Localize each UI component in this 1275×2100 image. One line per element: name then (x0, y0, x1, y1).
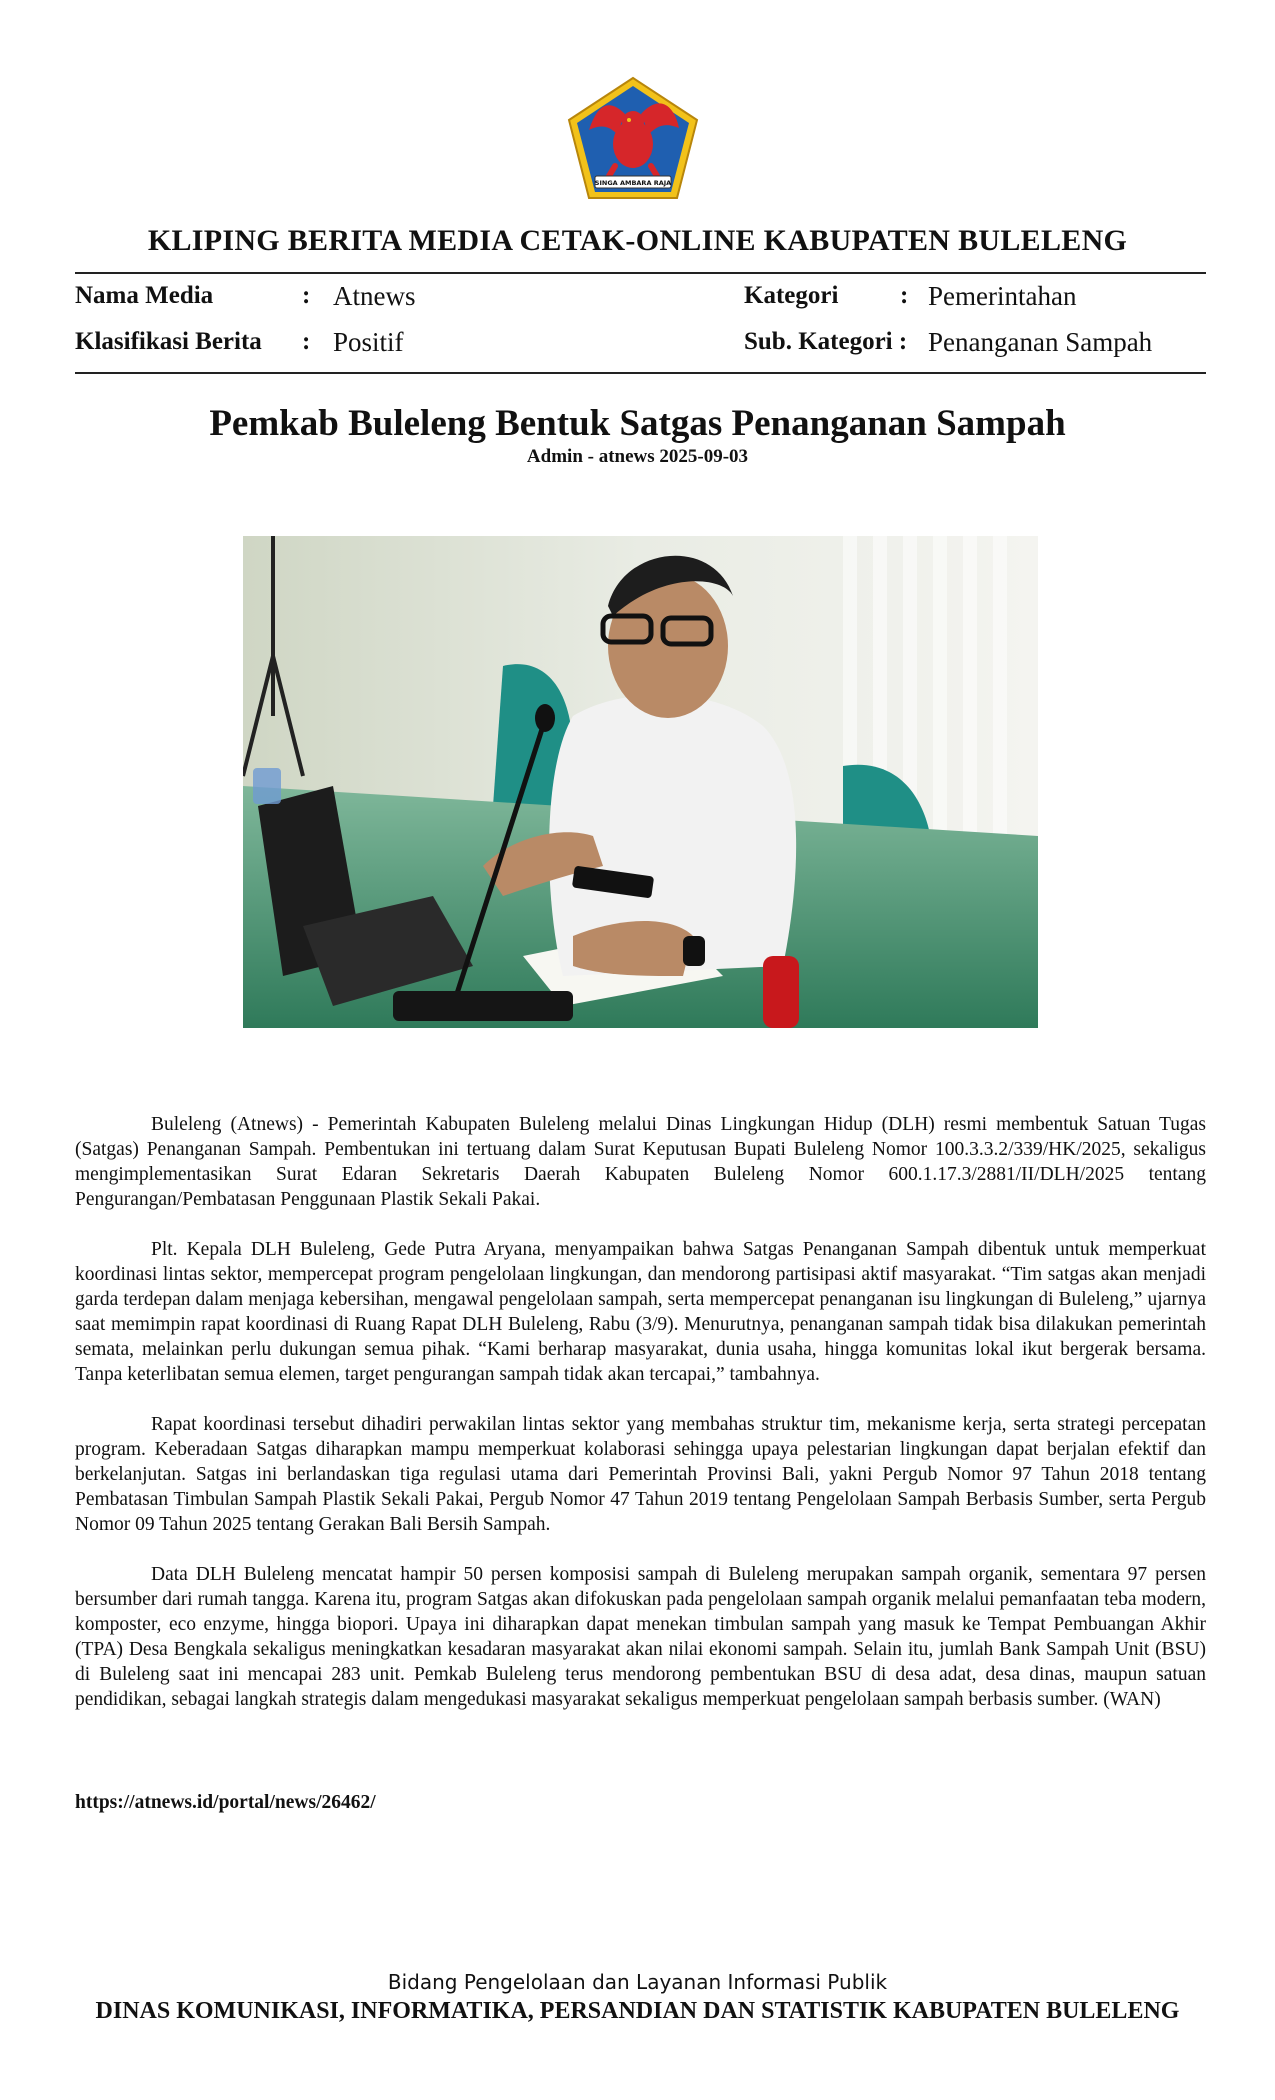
klasifikasi-label: Klasifikasi Berita (75, 328, 262, 355)
article-paragraph-2: Plt. Kepala DLH Buleleng, Gede Putra Aryana, menyampaikan bahwa Satgas Penanganan Sampah dibentuk untuk memperkuat koordinasi lintas sektor, mempercepat program pengelolaan lingkungan, dan mendorong partisipasi aktif masyarakat. “Tim satgas akan menjadi garda terdepan dalam menjaga kebersihan, mengawal pengelolaan sampah, serta mempercepat penanganan isu lingkungan di Buleleng,” ujarnya saat memimpin rapat koordinasi di Ruang Rapat DLH Buleleng, Rabu (3/9). Menurutnya, penanganan sampah tidak bisa dilakukan pemerintah semata, melainkan perlu dukungan semua pihak. “Kami berharap masyarakat, dunia usaha, hingga komunitas lokal ikut bergerak bersama. Tanpa keterlibatan semua elemen, target pengurangan sampah tidak akan tercapai,” tambahnya. (75, 1239, 1206, 1385)
article-paragraph-4: Data DLH Buleleng mencatat hampir 50 persen komposisi sampah di Buleleng merupakan sampah organik, sementara 97 persen bersumber dari rumah tangga. Karena itu, program Satgas akan difokuskan pada pengelolaan sampah organik melalui pemanfaatan teba modern, komposter, eco enzyme, hingga biopori. Upaya ini diharapkan dapat menekan timbulan sampah yang masuk ke Tempat Pembuangan Akhir (TPA) Desa Bengkala sekaligus meningkatkan kesadaran masyarakat akan nilai ekonomi sampah. Selain itu, jumlah Bank Sampah Unit (BSU) di Buleleng saat ini mencapai 283 unit. Pemkab Buleleng terus mendorong pembentukan BSU di desa adat, desa dinas, maupun satuan pendidikan, sebagai langkah strategis dalam mengedukasi masyarakat sekaligus memperkuat pengelolaan sampah berbasis sumber. (WAN) (75, 1564, 1206, 1710)
kategori-colon: : (900, 282, 909, 309)
kategori-label: Kategori (744, 282, 839, 309)
buleleng-emblem-logo (565, 74, 701, 202)
article-photo (243, 536, 1038, 1028)
klasifikasi-value: Positif (333, 327, 404, 357)
footer-division: Bidang Pengelolaan dan Layanan Informasi Publik (387, 1970, 888, 1994)
kliping-header-title: KLIPING BERITA MEDIA CETAK-ONLINE KABUPATEN BULELENG (147, 224, 1128, 257)
nama-media-label: Nama Media (75, 282, 214, 309)
article-paragraph-1: Buleleng (Atnews) - Pemerintah Kabupaten Buleleng melalui Dinas Lingkungan Hidup (DLH) resmi membentuk Satuan Tugas (Satgas) Penanganan Sampah. Pembentukan ini tertuang dalam Surat Keputusan Bupati Buleleng Nomor 100.3.3.2/339/HK/2025, sekaligus mengimplementasikan Surat Edaran Sekretaris Daerah Kabupaten Buleleng Nomor 600.1.17.3/2881/II/DLH/2025 tentang Pengurangan/Pembatasan Penggunaan Plastik Sekali Pakai. (75, 1114, 1206, 1210)
article-title: Pemkab Buleleng Bentuk Satgas Penanganan Sampah (209, 403, 1066, 444)
source-url-link[interactable]: https://atnews.id/portal/news/26462/ (75, 1792, 376, 1813)
sub-kategori-value: Penanganan Sampah (928, 327, 1153, 357)
article-byline: Admin - atnews 2025-09-03 (526, 446, 749, 467)
logo-motto: SINGA AMBARA RAJA (594, 179, 672, 187)
footer-agency: DINAS KOMUNIKASI, INFORMATIKA, PERSANDIAN DAN STATISTIK KABUPATEN BULELENG (95, 1998, 1180, 2024)
header-rule-top (75, 272, 1206, 274)
nama-media-colon: : (302, 282, 311, 309)
article-body (75, 1112, 1206, 1737)
article-paragraph-3: Rapat koordinasi tersebut dihadiri perwakilan lintas sektor yang membahas struktur tim, mekanisme kerja, serta strategi percepatan program. Keberadaan Satgas diharapkan mampu memperkuat kolaborasi sehingga upaya pelestarian lingkungan dapat berjalan efektif dan berkelanjutan. Satgas ini berlandaskan tiga regulasi utama dari Pemerintah Provinsi Bali, yakni Pergub Nomor 97 Tahun 2018 tentang Pembatasan Timbulan Sampah Plastik Sekali Pakai, Pergub Nomor 47 Tahun 2019 tentang Pengelolaan Sampah Berbasis Sumber, serta Pergub Nomor 09 Tahun 2025 tentang Gerakan Bali Bersih Sampah. (75, 1414, 1206, 1535)
sub-kategori-label: Sub. Kategori : (744, 328, 908, 355)
header-rule-bottom (75, 372, 1206, 374)
nama-media-value: Atnews (333, 281, 416, 311)
kategori-value: Pemerintahan (928, 281, 1077, 311)
klasifikasi-colon: : (302, 328, 311, 355)
